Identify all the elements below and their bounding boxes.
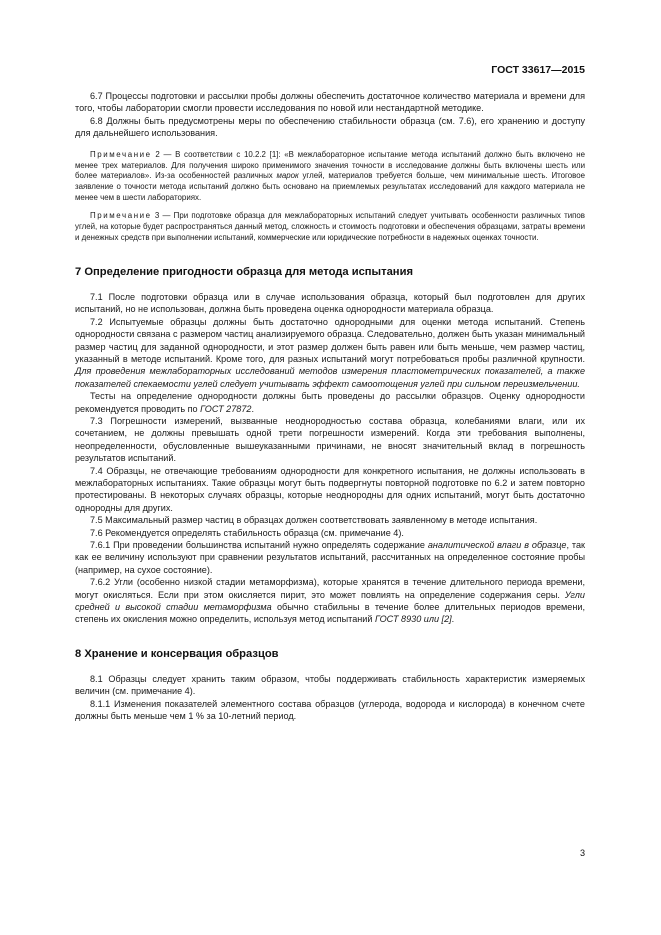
note-number: 2 <box>155 149 160 159</box>
paragraph-7-3: 7.3 Погрешности измерений, вызванные неоднородностью состава образца, колебаниями влаги, или их сочетанием, не должны превышать одной трети погрешности измерений. Когда эти требования выполнены, неопределенности, обусловленные вышеуказанными причинами, не вносят значительный вклад в погрешность результатов испытаний. <box>75 415 585 464</box>
paragraph-7-4: 7.4 Образцы, не отвечающие требованиям однородности для конкретного испытания, не должны использовать в межлабораторных испытаниях. Такие образцы могут быть подвергнуты повторной подготовке по 6.2 и затем повторно протестированы. В некоторых случаях образцы, которые неоднородны для одних испытаний, могут быть достаточно однородны для других. <box>75 465 585 513</box>
paragraph-6-7: 6.7 Процессы подготовки и рассылки пробы должны обеспечить достаточное количество материала и времени для того, чтобы лаборатории смогли провести исследования по новой или нестандартной методике. <box>75 91 585 114</box>
section-7-heading: 7 Определение пригодности образца для метода испытания <box>75 265 413 278</box>
paragraph-7-6-2: 7.6.2 Угли (особенно низкой стадии метаморфизма), которые хранятся в течение длительного периода времени, могут окисляться. Если при этом окисляется пирит, это может повлиять на определение содержания серы. Угли средней и высокой стадии метаморфизма обычно стабильны в течение более длительных периодов времени, степень их окисления можно определить, используя метод испытаний ГОСТ 8930 или [2]. <box>75 577 585 625</box>
paragraph-7-6: 7.6 Рекомендуется определять стабильность образца (см. примечание 4). <box>90 527 404 538</box>
paragraph-7-2: 7.2 Испытуемые образцы должны быть достаточно однородными для оценки метода испытаний. Степень однородности связана с размером частиц анализируемого образца. Следовательно, должен быть указан минимальный размер частиц для заданной однородности, и этот размер должен быть равен или быть меньше, чем размер частиц, указанный в методе испытаний. Кроме того, для разных испытаний могут потребоваться пробы различной крупности. Для проведения межлабораторных исследований методов измерения пластометрических показателей, а также показателей спекаемости углей следует учитывать эффект самоотощения углей при сильном переизмельчении. <box>75 316 585 389</box>
paragraph-7-5: 7.5 Максимальный размер частиц в образцах должен соответствовать заявленному в методе испытания. <box>90 515 538 526</box>
paragraph-6-8: 6.8 Должны быть предусмотрены меры по обеспечению стабильности образца (см. 7.6), его хранению и доступу для дальнейшего использования. <box>75 115 585 139</box>
note-number: 3 <box>154 211 160 221</box>
standard-code: ГОСТ 33617—2015 <box>491 64 585 76</box>
paragraph-7-2-homogeneity: Тесты на определение однородности должны быть проведены до рассылки образцов. Оценку однородности рекомендуется проводить по ГОСТ 27872. <box>75 391 585 414</box>
note-label: Примечание <box>90 211 152 221</box>
note-label: Примечание <box>90 149 152 159</box>
paragraph-7-6-1: 7.6.1 При проведении большинства испытаний нужно определять содержание аналитической влаги в образце, так как ее величину используют при сравнении результатов испытаний, рассчитанных на определенное состояние пробы (например, на сухое состояние). <box>75 540 585 575</box>
paragraph-7-1: 7.1 После подготовки образца или в случае использования образца, который был подготовлен для других испытаний, но не использован, должна быть проведена оценка однородности материала образца. <box>75 291 585 315</box>
page-content <box>75 90 585 722</box>
paragraph-8-1-1: 8.1.1 Изменения показателей элементного состава образцов (углерода, водорода и кислорода) в конечном счете должны быть меньше чем 1 % за 10-летний период. <box>75 698 585 722</box>
page-number: 3 <box>579 848 585 858</box>
note-3: Примечание 3 — При подготовке образца для межлабораторных испытаний следует учитывать особенности различных типов углей, на которые будет распространяться данный метод, сложность и стоимость подготовки и обеспечения образцами, затраты времени и денежных средств при выполнении испытаний, коммерческие или юридические потребности в надежных оценках точности. <box>75 211 585 242</box>
paragraph-8-1: 8.1 Образцы следует хранить таким образом, чтобы поддерживать стабильность характеристик измеряемых величин (см. примечание 4). <box>75 673 585 697</box>
section-8-heading: 8 Хранение и консервация образцов <box>75 647 279 660</box>
note-2: Примечание 2 — В соответствии с 10.2.2 [1]: «В межлабораторное испытание метода испытаний должно быть включено не менее трех материалов. Для получения широко применимого значения точности в исследование должны быть включены шесть или более материалов». Из-за особенностей различных марок углей, материалов требуется больше, чем минимальные шесть. Итоговое заявление о точности метода испытаний должно быть основано на приемлемых результатах исследований для каждого материала не менее чем в шести лабораториях. <box>75 149 586 203</box>
